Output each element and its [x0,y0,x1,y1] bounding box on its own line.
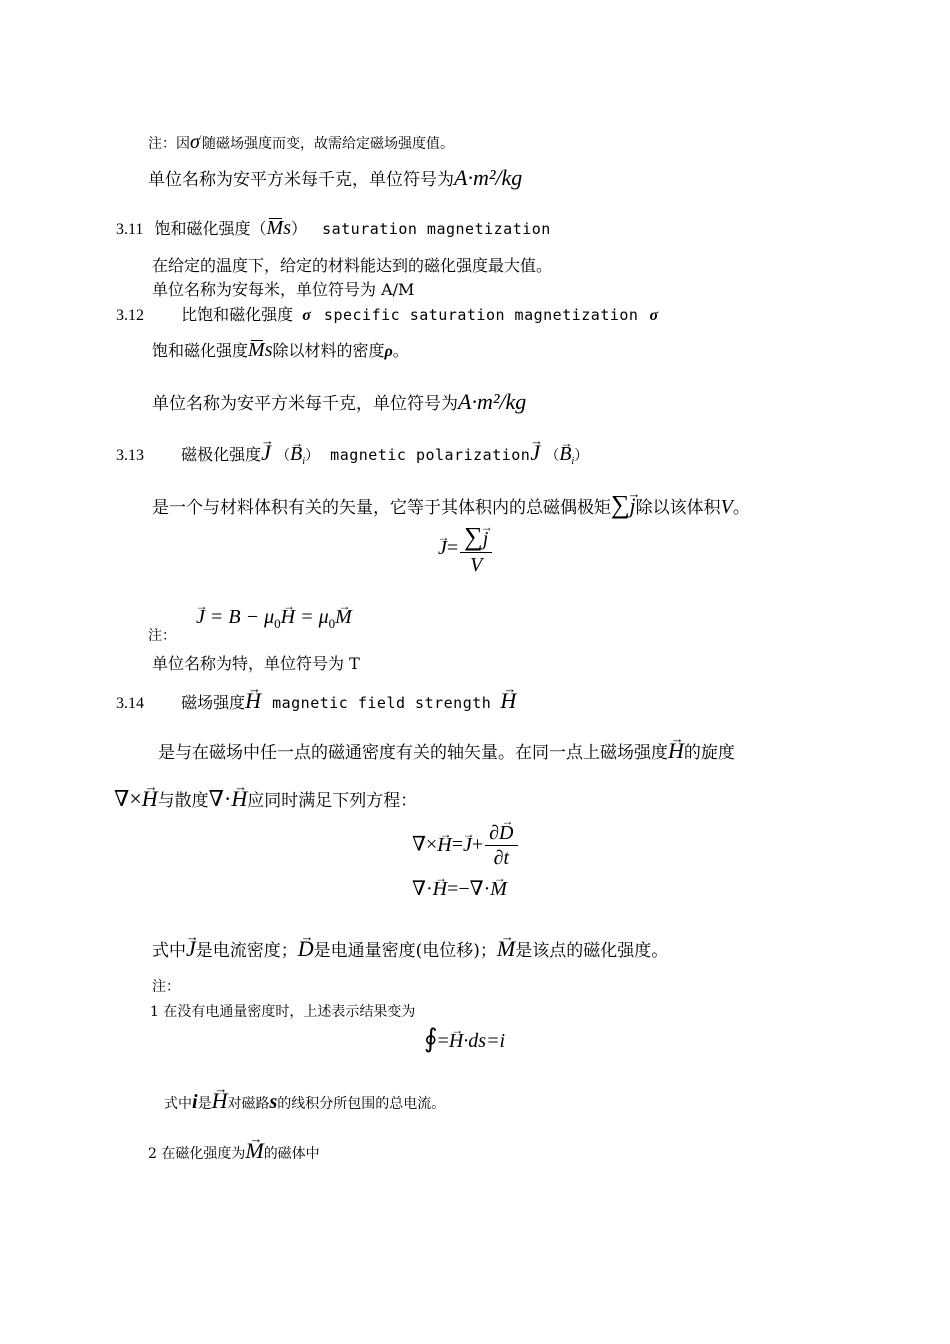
h-vector-symbol: → H [212,1088,228,1114]
note-label: 注： [152,979,180,995]
subscript-i: i [302,456,306,468]
unit-text: 单位名称为安平方米每千克，单位符号为 [148,170,454,190]
unit-line-1 [148,165,522,191]
equals-sign: = [446,537,459,560]
equation-curl-h [412,822,520,870]
section-3-12-heading [116,302,658,325]
definition-suffix: 。 [392,341,409,360]
section-3-11-unit: 单位名称为安每米，单位符号为 A/M [152,280,415,299]
volume-symbol: V [470,553,483,576]
paren-close-2: ） [574,448,589,464]
subscript-s: s [283,217,291,239]
sigma-symbol-2: σ [649,307,659,324]
j-vector-symbol-2: → J [530,440,540,466]
section-3-13-definition [152,490,750,520]
equation-loop-integral [424,1024,505,1054]
section-number: 3.11 [116,221,144,238]
partial-symbol: ∂ [489,822,500,844]
d-vector-symbol: → D [499,822,513,845]
j-vector-symbol: → J [463,834,472,857]
english-term: magnetic field strength [272,694,492,712]
section-title: 磁场强度 [181,693,246,712]
english-term: saturation magnetization [322,220,551,238]
paren-open: （ [275,448,290,464]
sigma-symbol: σ [302,307,311,324]
section-number: 3.12 [116,307,144,324]
note-2-prefix: 2 在磁化强度为 [148,1146,246,1162]
unit-formula: A·m²/kg [458,389,527,414]
where-line-2 [164,1088,445,1114]
h-vector-symbol: → H [142,786,158,812]
sigma-symbol: σ [190,131,200,153]
divergence-operator: ∇· [412,878,433,900]
subscript-zero: 0 [274,616,281,631]
j-small-vector: → j [630,493,636,519]
h-vector-symbol: → H [437,834,451,857]
english-term: magnetic polarization [330,446,531,464]
j-small-vector: → j [483,528,489,551]
m-vector-symbol: → M [335,606,352,629]
paren-open-2: （ [545,448,560,464]
j-vector-symbol: → J [261,440,271,466]
paren-close: ） [305,448,320,464]
paren-close: ） [290,219,307,238]
definition-suffix: 。 [732,498,750,518]
equals-neg-divergence: =−∇· [447,878,491,900]
definition-middle: 与散度 [157,791,209,811]
h-vector-symbol: → H [449,1030,463,1053]
m-bar-symbol: M [248,339,265,361]
unit-formula: A·m²/kg [454,165,523,190]
definition-prefix: 饱和磁化强度 [152,341,249,360]
where-d-desc: 是电通量密度(电位移)； [313,941,497,961]
where-is: 是 [197,1096,212,1112]
section-3-11-definition: 在给定的温度下，给定的材料能达到的磁化强度最大值。 [152,256,553,275]
section-number: 3.14 [116,695,144,712]
m-vector-symbol: → M [245,1138,263,1164]
rho-symbol: ρ [384,343,393,360]
equation-div-h [412,876,507,901]
definition-suffix: 的旋度 [683,743,735,763]
where-prefix: 式中 [152,941,186,961]
m-vector-symbol: → M [490,878,507,901]
formula-j [438,522,494,577]
equals-sign: = [437,1030,449,1052]
b-vector-symbol-2: → B [559,443,571,466]
section-title: 比饱和磁化强度 [181,305,294,324]
section-3-14-heading [116,688,516,714]
note-2-suffix: 的磁体中 [263,1146,320,1162]
section-3-11-heading [116,216,551,240]
note-sigma-line [148,131,454,154]
where-path-prefix: 对磁路 [227,1096,270,1112]
note-text: 随磁场强度而变，故需给定磁场强度值。 [201,136,454,152]
j-vector-symbol: → J [196,606,205,629]
subscript-i-2: i [571,456,575,468]
sum-symbol: ∑ [611,490,630,519]
section-title: 磁极化强度 [181,445,262,464]
definition-suffix: 应同时满足下列方程： [247,791,418,811]
section-3-14-definition-1 [158,738,735,764]
english-term: specific saturation magnetization [323,306,639,324]
section-3-14-definition-2 [114,786,417,812]
section-title: 饱和磁化强度（ [154,219,267,238]
m-vector-symbol: → M [497,936,515,962]
h-vector-symbol: → H [668,738,684,764]
unit-line-2 [152,389,526,415]
section-3-13-heading [116,440,588,467]
definition-middle: 除以材料的密度 [272,341,385,360]
partial-fraction [485,822,517,870]
d-vector-symbol: → D [298,936,314,962]
section-3-12-definition [152,338,409,362]
subscript-zero-2: 0 [328,616,336,631]
unit-text: 单位名称为安平方米每千克，单位符号为 [152,394,458,414]
contour-integral-symbol: ∮ [424,1024,438,1053]
divergence-operator: ∇· [208,786,232,811]
section-3-13-unit: 单位名称为特，单位符号为 T [152,654,360,673]
j-vector-symbol: → J [438,537,447,560]
h-vector-symbol-2: → H [500,688,516,714]
h-vector-symbol-2: → H [231,786,247,812]
fraction [460,522,492,577]
note-2 [148,1138,320,1164]
h-vector-symbol: → H [245,688,261,714]
equals-sign: = [451,833,463,856]
where-j-desc: 是电流密度； [195,941,298,961]
sum-symbol: ∑ [464,522,483,551]
current-symbol: i [192,1091,198,1113]
where-prefix: 式中 [164,1096,192,1112]
curl-operator: ∇× [114,786,142,811]
note-prefix: 注：因 [148,136,190,152]
note-j-label: 注： [148,628,176,644]
where-path-desc: 的线积分所包围的总电流。 [277,1096,446,1112]
where-m-desc: 是该点的磁化强度。 [515,941,669,961]
note-1: 1 在没有电通量密度时，上述表示结果变为 [150,1004,416,1020]
definition-middle: 除以该体积 [635,498,721,518]
partial-t: ∂t [493,847,510,869]
formula-part-2: = μ [295,606,329,628]
curl-operator: ∇× [412,833,438,856]
h-vector-symbol: → H [281,606,295,629]
m-bar-symbol: M [266,217,284,239]
where-line [152,936,668,962]
section-number: 3.13 [116,447,144,464]
j-vector-symbol: → J [186,936,196,962]
formula-part-1: = B − μ [204,606,275,628]
subscript-s: s [264,339,273,361]
prime-mark: ′ [199,135,202,146]
b-vector-symbol: → B [290,443,302,466]
h-vector-symbol: → H [433,878,447,901]
definition-prefix: 是与在磁场中任一点的磁通密度有关的轴矢量。在同一点上磁场强度 [158,743,668,763]
line-integral-rest: ·ds=i [463,1030,506,1052]
volume-symbol: V [720,496,733,518]
path-symbol: s [269,1091,278,1113]
note-j-formula [196,606,352,632]
definition-prefix: 是一个与材料体积有关的矢量，它等于其体积内的总磁偶极矩 [152,498,611,518]
plus-sign: + [471,833,484,856]
